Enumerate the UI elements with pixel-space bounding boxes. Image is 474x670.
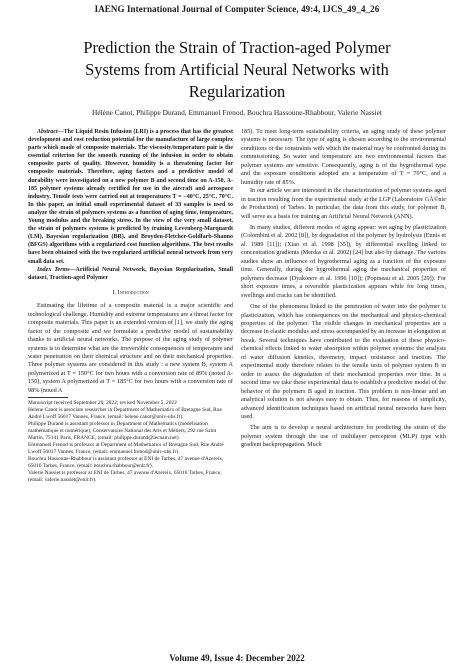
title-line-3: Regularization	[188, 82, 286, 101]
section-heading: I. Introduction	[112, 288, 149, 296]
footnotes	[28, 400, 233, 484]
body-paragraph-3: In many studies, different modes of aging appear: wet aging by plasticization (Colombini et al. 2002 [8]), by degradation of the polymer by hydrolysis (Ennis et al. 1989 [11]); (Xiao et al. 1998 [35]), by differential swelling linked to concentration gradients (Merdas et al. 2002) [24] but also by damage. The various studies show an influence of hygrothermal aging as a function of the exposure time. Generally, during the hygrothermal aging the mechanical properties of polymers decrease (Dyakonov et al. 1996 [10]); (Popineau et al. 2005 [29]). For short exposure times, a reversible plasticization appears while for long times, swellings and cracks can be identified.	[241, 223, 446, 299]
abstract-lead: Abstract	[37, 129, 58, 135]
footnote-received: Manuscript received September 20, 2022; revised November 5, 2022	[28, 400, 177, 407]
footnote-nassiet: Valerie Nassiet is professor at ENI de Tarbes, 47 avenue d'Azereix, 65016 Tarbes, France, (email: valerie.nassiet@enit.fr).	[28, 470, 222, 484]
journal-header: IAENG International Journal of Computer Science, 49:4, IJCS_49_4_26	[94, 4, 380, 14]
footnote-canot: Helene Canot is associate researcher in Department of Mathematics of Bretagne Sud, Rue André Lwoff 56017 Vannes, France, (email: helene.canot@univ-ubs.fr).	[28, 407, 222, 421]
body-paragraph-2: In our article we are interested in the characterization of polymer systems aged in traction resulting from the experimental study at the LGP (Laboratoire GÃ©nie de Production) of Tarbes. In particular, the data from this study, for polymer B, will serve as a basis for training an Artificial Neural Network (ANN).	[241, 187, 446, 220]
footnote-divider	[28, 397, 68, 398]
title-line-2: Systems from Artificial Neural Networks with	[85, 60, 389, 79]
abstract	[28, 128, 233, 266]
issue-footer: Volume 49, Issue 4: December 2022	[169, 653, 305, 663]
right-column	[241, 128, 446, 450]
paper-title	[20, 37, 454, 103]
footnote-rhabbour: Bouchra Hassoune-Rhabbour is assistant professor at ENI de Tarbes, 47 avenue d'Azereix, 65016 Tarbes, France, (email: bouchra.rhabbour@enit.fr).	[28, 456, 224, 470]
index-terms	[28, 266, 233, 282]
body-paragraph-5: The aim is to develop a neural architecture for predicting the strain of the polymer system through the use of multilayer perceptron (MLP) type with gradient backpropagation. Much	[241, 424, 446, 449]
body-paragraph-1: 185). To meet long-term sustainability criteria, an aging study of these polymer systems is necessary. The type of aging is chosen according to the environmental conditions or the constraints with which the material may be confronted during its commissioning. So water and temperature are two environmental factors that polymer systems are sensitive. Consequently, aging is of the hygrothermal type and the exposure conditions adopted are a temperature of T = 70°C, and a humidity rate of 85%.	[241, 128, 446, 186]
left-column	[28, 128, 233, 484]
index-terms-body: —Artificial Neural Network, Bayesian Regularization, Small dataset, Traction-aged Polymer	[28, 266, 233, 281]
intro-paragraph: Estimating the lifetime of a composite material is a major scientific and technological challenge. Humidity and extreme temperatures are a threat factor for composite materials. This paper is an extended version of [1], we study the aging factor of the composite and we formulate a predictive model of sustainability thanks to artificial neural networks. The purpose of the aging study of polymer systems is to determine what are the irreversible consequences of temperature and water penetration on their chemical structure and on their mechanical properties. Three polymer systems are considered in this study : a new system B, system A polymerized at T = 150°C for two hours with a conversion rate of 89% (noted A-150), system A polymerized at T = 185°C for two hours with a conversion rate of 98% (noted A	[28, 302, 233, 394]
abstract-body: —The Liquid Resin Infusion (LRI) is a process that has the greatest development and cost reduction potential for the manufacture of large complex parts which made of composite materials. The viscosity/temperature pair is the essential criterion for the smooth running of the infusion in order to obtain composite parts of quality. However, humidity is a threatening factor for composite materials. Therefore, aging factors and a predictive model of durability were investigated on a new polymer B and second time on A-150, A-185 polymer systems already certified for use in the aircraft and aerospace industry. Tensile tests were carried out at temperatures T = −40°C, 25°C, 70°C. In this paper, an initial small experimental dataset of 33 samples is used to analyze the strain of polymers systems as a function of aging time, temperature, Young modulus and the breaking stress. In the view of the very small dataset, the strain of polymers systems is predicted by training Levenberg-Marquardt (LM), Bayesian regularization (BR), and Broyden-Fletcher-Goldfarb-Shanno (BFGS) algorithms with a regularized cost function algorithms. The best results have been obtained with the two regularized artificial neural network from very small data set.	[28, 129, 233, 265]
footnote-frenod: Emmanuel Frenod is professor at Department of Mathematics of Bretagne Sud, Rue André Lwoff 56017 Vannes, France, (email: emmanuel.frenod@univ-ubs.fr).	[28, 442, 224, 456]
title-line-1: Prediction the Strain of Traction-aged Polymer	[83, 38, 391, 57]
index-terms-lead: Index Terms	[37, 266, 70, 273]
body-paragraph-4: One of the phenomena linked to the penetration of water into the polymer is plasticization, which has consequences on the mechanical and physico-chemical properties of the polymer. The visible changes in mechanical properties are a decrease in elastic modulus and stress accompanied by an increase in elongation at break. Several techniques have contributed to the evaluation of these physico-chemical effects linked to water absorption within polymer systems: the analysis of water diffusion kinetics, rheometry, impact resistance and traction. The experimental study therefore relates to the tensile tests of polymer system B in order to assess the degradation of their mechanical properties over time. In a second time we take these experimental data to establish a predictive model of the behavior of the polymers B aged in traction. This problem is non-linear and an analytical solution is not always easy to obtain. Thus, for reasons of simplicity, advanced identification techniques based on artificial neural networks have been used.	[241, 303, 446, 420]
footnote-durand: Philippe Durand is assistant professor in Department of Mathematics (modélisation mathématique et numérique), Conservatoire National des Arts et Métiers, 292 rue Saint Martin, 75141 Paris, FRANCE, (email: philippe.durand@lecnam.net).	[28, 421, 217, 442]
author-list: Hélène Canot, Philippe Durand, Emmanuel Frenod, Bouchra Hassoune-Rhabbour, Valerie Nassiet	[92, 108, 382, 117]
